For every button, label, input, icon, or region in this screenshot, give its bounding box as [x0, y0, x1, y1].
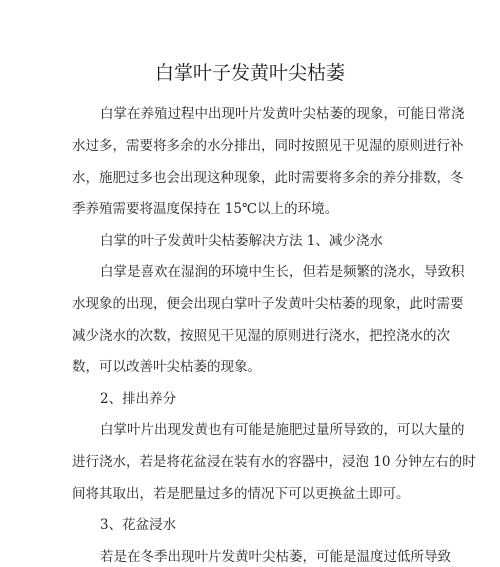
paragraph-line: 间将其取出，若是肥量过多的情况下可以更换盆土即可。: [72, 486, 410, 502]
paragraph-line: 白掌是喜欢在湿润的环境中生长，但若是频繁的浇水，导致积: [100, 264, 465, 280]
paragraph-line: 数，可以改善叶尖枯萎的现象。: [72, 359, 261, 375]
paragraph-line: 白掌叶片出现发黄也有可能是施肥过量所导致的，可以大量的: [100, 422, 465, 438]
paragraph-line: 水过多，需要将多余的水分排出，同时按照见干见湿的原则进行补: [72, 138, 464, 154]
paragraph-line: 进行浇水，若是将花盆浸在装有水的容器中，浸泡 10 分钟左右的时: [72, 454, 476, 470]
section-heading: 白掌的叶子发黄叶尖枯萎解决方法 1、减少浇水: [100, 233, 383, 249]
paragraph-line: 减少浇水的次数，按照见干见湿的原则进行浇水，把控浇水的次: [72, 328, 450, 344]
section-heading: 2、排出养分: [100, 391, 177, 407]
paragraph-line: 水，施肥过多也会出现这种现象，此时需要将多余的养分排数，冬: [72, 170, 464, 186]
paragraph-line: 季养殖需要将温度保持在 15℃以上的环境。: [72, 201, 339, 217]
paragraph-line: 白掌在养殖过程中出现叶片发黄叶尖枯萎的现象，可能日常浇: [100, 106, 465, 122]
paragraph-line: 水现象的出现，便会出现白掌叶子发黄叶尖枯萎的现象，此时需要: [72, 296, 464, 312]
section-heading: 3、花盆浸水: [100, 517, 177, 533]
paragraph-line: 若是在冬季出现叶片发黄叶尖枯萎，可能是温度过低所导致: [100, 549, 451, 565]
document-title: 白掌叶子发黄叶尖枯萎: [154, 62, 345, 84]
